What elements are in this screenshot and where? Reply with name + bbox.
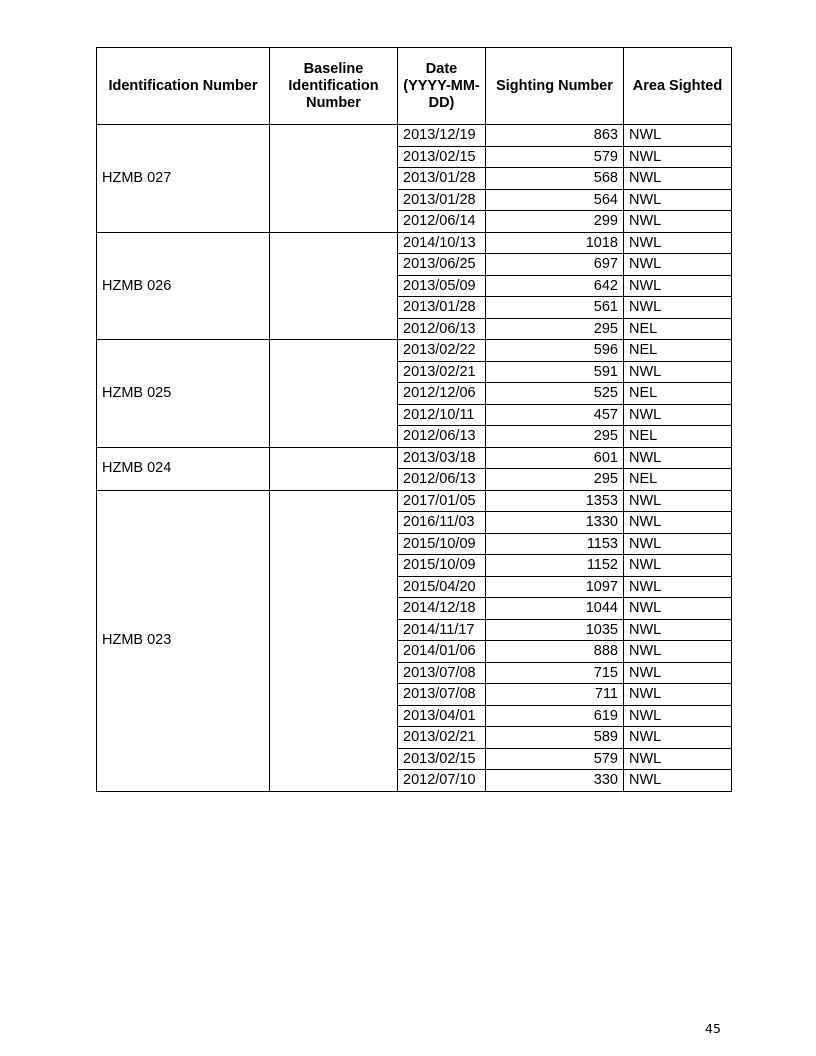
identification-number-cell: HZMB 023	[97, 490, 270, 791]
header-area-sighted: Area Sighted	[624, 48, 732, 125]
baseline-identification-cell	[270, 340, 398, 448]
sighting-number-cell: 561	[486, 297, 624, 319]
area-sighted-cell: NWL	[624, 619, 732, 641]
sighting-number-cell: 715	[486, 662, 624, 684]
table-row	[97, 490, 732, 512]
area-sighted-cell: NWL	[624, 727, 732, 749]
area-sighted-cell: NWL	[624, 189, 732, 211]
identification-number-cell: HZMB 024	[97, 447, 270, 490]
date-cell: 2017/01/05	[398, 490, 486, 512]
table-row	[97, 232, 732, 254]
sighting-number-cell: 642	[486, 275, 624, 297]
sighting-number-cell: 568	[486, 168, 624, 190]
date-cell: 2013/04/01	[398, 705, 486, 727]
area-sighted-cell: NWL	[624, 125, 732, 147]
table-body	[97, 125, 732, 792]
date-cell: 2013/01/28	[398, 189, 486, 211]
date-cell: 2015/10/09	[398, 555, 486, 577]
sighting-number-cell: 1035	[486, 619, 624, 641]
area-sighted-cell: NWL	[624, 576, 732, 598]
sighting-number-cell: 1353	[486, 490, 624, 512]
date-cell: 2013/05/09	[398, 275, 486, 297]
area-sighted-cell: NWL	[624, 533, 732, 555]
sighting-number-cell: 697	[486, 254, 624, 276]
date-cell: 2014/11/17	[398, 619, 486, 641]
area-sighted-cell: NEL	[624, 318, 732, 340]
table-header	[97, 48, 732, 125]
header-identification-number: Identification Number	[97, 48, 270, 125]
date-cell: 2012/06/13	[398, 318, 486, 340]
area-sighted-cell: NWL	[624, 490, 732, 512]
area-sighted-cell: NEL	[624, 469, 732, 491]
sighting-number-cell: 564	[486, 189, 624, 211]
sighting-number-cell: 1018	[486, 232, 624, 254]
date-cell: 2013/12/19	[398, 125, 486, 147]
page-number: 45	[705, 1021, 721, 1036]
area-sighted-cell: NEL	[624, 340, 732, 362]
header-row	[97, 48, 732, 125]
date-cell: 2015/10/09	[398, 533, 486, 555]
date-cell: 2013/07/08	[398, 684, 486, 706]
area-sighted-cell: NWL	[624, 684, 732, 706]
date-cell: 2013/02/21	[398, 361, 486, 383]
header-sighting-number: Sighting Number	[486, 48, 624, 125]
area-sighted-cell: NWL	[624, 254, 732, 276]
area-sighted-cell: NWL	[624, 275, 732, 297]
sighting-number-cell: 579	[486, 748, 624, 770]
area-sighted-cell: NWL	[624, 641, 732, 663]
date-cell: 2013/02/15	[398, 748, 486, 770]
area-sighted-cell: NWL	[624, 232, 732, 254]
sighting-number-cell: 295	[486, 469, 624, 491]
area-sighted-cell: NEL	[624, 383, 732, 405]
date-cell: 2014/01/06	[398, 641, 486, 663]
sighting-number-cell: 1330	[486, 512, 624, 534]
baseline-identification-cell	[270, 447, 398, 490]
sightings-table	[96, 47, 732, 792]
sighting-number-cell: 591	[486, 361, 624, 383]
date-cell: 2013/02/22	[398, 340, 486, 362]
date-cell: 2013/02/21	[398, 727, 486, 749]
date-cell: 2013/02/15	[398, 146, 486, 168]
sighting-number-cell: 1152	[486, 555, 624, 577]
sighting-number-cell: 1153	[486, 533, 624, 555]
sighting-number-cell: 601	[486, 447, 624, 469]
date-cell: 2013/01/28	[398, 297, 486, 319]
date-cell: 2013/01/28	[398, 168, 486, 190]
sighting-number-cell: 711	[486, 684, 624, 706]
sighting-number-cell: 863	[486, 125, 624, 147]
baseline-identification-cell	[270, 125, 398, 233]
identification-number-cell: HZMB 027	[97, 125, 270, 233]
sighting-number-cell: 295	[486, 426, 624, 448]
date-cell: 2015/04/20	[398, 576, 486, 598]
baseline-identification-cell	[270, 232, 398, 340]
area-sighted-cell: NWL	[624, 705, 732, 727]
area-sighted-cell: NWL	[624, 662, 732, 684]
sighting-number-cell: 589	[486, 727, 624, 749]
area-sighted-cell: NWL	[624, 770, 732, 792]
area-sighted-cell: NEL	[624, 426, 732, 448]
date-cell: 2012/06/13	[398, 469, 486, 491]
sighting-number-cell: 295	[486, 318, 624, 340]
area-sighted-cell: NWL	[624, 146, 732, 168]
date-cell: 2014/10/13	[398, 232, 486, 254]
table-row	[97, 447, 732, 469]
table-row	[97, 340, 732, 362]
date-cell: 2013/06/25	[398, 254, 486, 276]
sighting-number-cell: 579	[486, 146, 624, 168]
area-sighted-cell: NWL	[624, 555, 732, 577]
date-cell: 2016/11/03	[398, 512, 486, 534]
date-cell: 2014/12/18	[398, 598, 486, 620]
area-sighted-cell: NWL	[624, 404, 732, 426]
date-cell: 2012/07/10	[398, 770, 486, 792]
area-sighted-cell: NWL	[624, 447, 732, 469]
sighting-number-cell: 330	[486, 770, 624, 792]
sighting-number-cell: 888	[486, 641, 624, 663]
sighting-number-cell: 619	[486, 705, 624, 727]
sighting-number-cell: 596	[486, 340, 624, 362]
sighting-number-cell: 1044	[486, 598, 624, 620]
sighting-number-cell: 1097	[486, 576, 624, 598]
date-cell: 2012/06/13	[398, 426, 486, 448]
identification-number-cell: HZMB 025	[97, 340, 270, 448]
sighting-number-cell: 525	[486, 383, 624, 405]
baseline-identification-cell	[270, 490, 398, 791]
date-cell: 2012/06/14	[398, 211, 486, 233]
header-baseline-identification-number: Baseline Identification Number	[270, 48, 398, 125]
date-cell: 2012/12/06	[398, 383, 486, 405]
sighting-number-cell: 457	[486, 404, 624, 426]
area-sighted-cell: NWL	[624, 211, 732, 233]
date-cell: 2012/10/11	[398, 404, 486, 426]
date-cell: 2013/03/18	[398, 447, 486, 469]
area-sighted-cell: NWL	[624, 297, 732, 319]
area-sighted-cell: NWL	[624, 361, 732, 383]
sighting-number-cell: 299	[486, 211, 624, 233]
date-cell: 2013/07/08	[398, 662, 486, 684]
area-sighted-cell: NWL	[624, 748, 732, 770]
area-sighted-cell: NWL	[624, 512, 732, 534]
identification-number-cell: HZMB 026	[97, 232, 270, 340]
area-sighted-cell: NWL	[624, 598, 732, 620]
header-date: Date (YYYY-MM-DD)	[398, 48, 486, 125]
table-row	[97, 125, 732, 147]
area-sighted-cell: NWL	[624, 168, 732, 190]
